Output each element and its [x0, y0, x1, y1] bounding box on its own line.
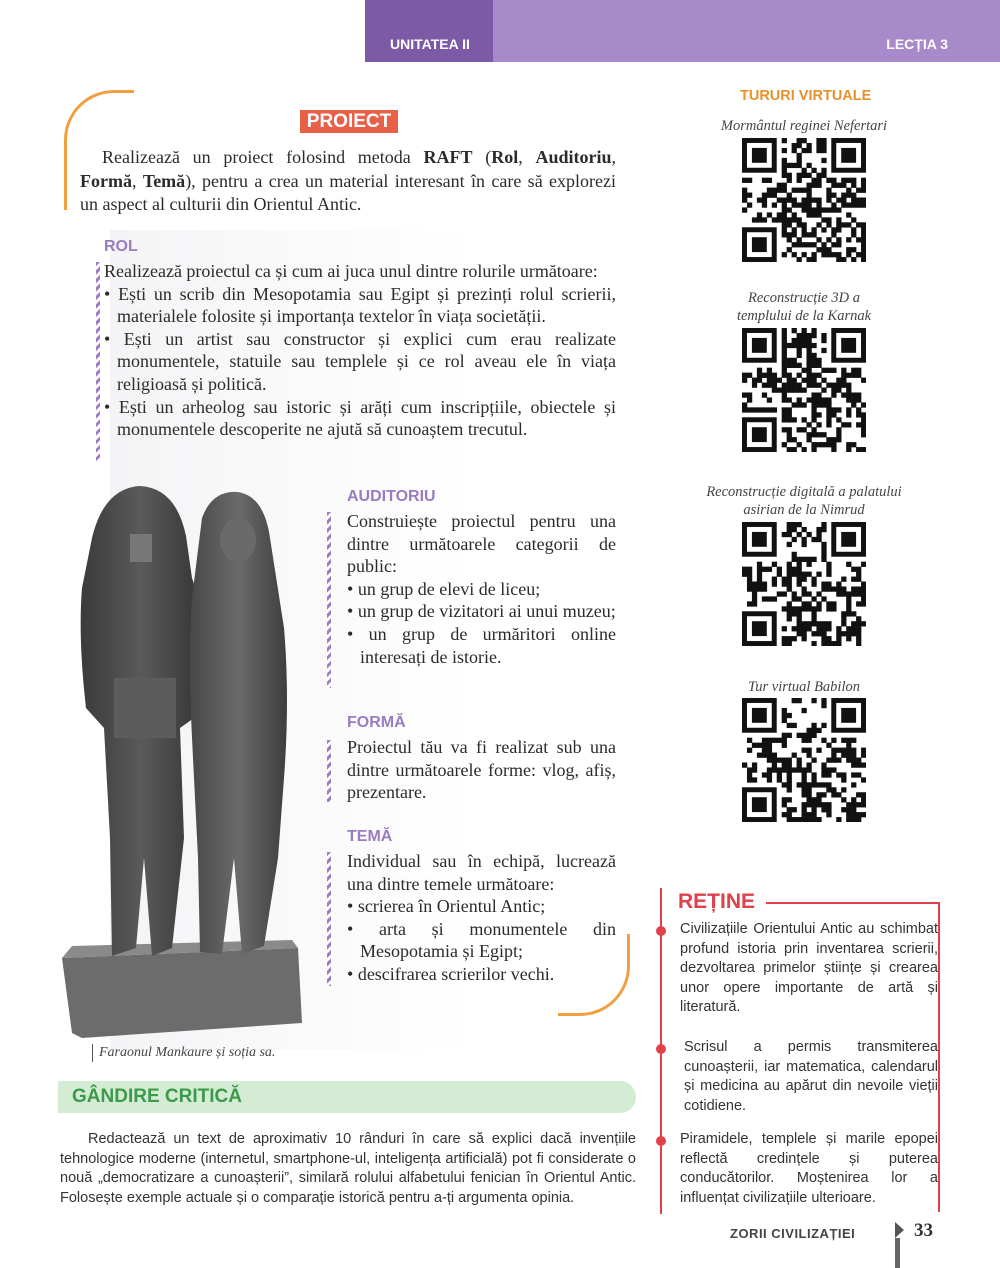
retine-title: REȚINE [678, 890, 756, 913]
virtual-tours-title: TURURI VIRTUALE [740, 88, 872, 104]
auditoriu-list [347, 578, 616, 668]
rol-item: • Ești un artist sau constructor și explici cum erau realizate monumentele, statuile sau templele și ce rol aveau ele în viața religioasă și politică. [104, 328, 616, 396]
auditoriu-bar [327, 512, 331, 688]
retine-item: Scrisul a permis transmiterea cunoașterii, iar matematica, calendarul și medicina au apărut din nevoile vieții cotidiene. [684, 1039, 938, 1114]
footer-bar [895, 1238, 900, 1268]
rol-list [104, 283, 616, 441]
chapter-arrow-icon [895, 1222, 904, 1238]
tema-intro: Individual sau în echipă, lucrează una dintre temele următoare: [347, 851, 616, 894]
tema-item: • arta și monumentele din Mesopotamia și Egipt; [347, 918, 616, 963]
lesson-label: LECȚIA 3 [493, 0, 1000, 62]
qr-code-karnak-icon[interactable] [742, 328, 866, 452]
qr-code-nefertari-icon[interactable] [742, 138, 866, 262]
rol-bar [96, 262, 100, 462]
retine-item: Civilizațiile Orientului Antic au schimbat profund istoria prin inventarea scrierii, dezvoltarea primelor științe și crearea unor opere importante de artă și literatură. [680, 921, 938, 1015]
unit-label: UNITATEA II [365, 0, 493, 62]
tema-bar [327, 852, 331, 986]
retine-bullet-icon [656, 926, 666, 936]
auditoriu-item: • un grup de urmăritori online interesați de istorie. [347, 623, 616, 668]
tour-caption-nefertari: Mormântul reginei Nefertari [720, 118, 888, 134]
qr-code-nimrud-icon[interactable] [742, 522, 866, 646]
tour-caption-babilon: Tur virtual Babilon [748, 679, 860, 695]
tema-item: • descifrarea scrierilor vechi. [347, 963, 616, 986]
tour-caption-nimrud: Reconstrucție digitală a palatului asirian de la Nimrud [706, 484, 902, 518]
forma-text: Proiectul tău va fi realizat sub una dintre următoarele forme: vlog, afiș, prezentare. [347, 737, 616, 803]
rol-title: ROL [104, 238, 138, 255]
auditoriu-title: AUDITORIU [347, 488, 436, 505]
retine-item: Piramidele, templele și marile epopei reflectă credințele și puterea conducătorilor. Moștenirea lor a influențat civilizațiile ulterioare. [680, 1131, 938, 1206]
qr-code-babilon-icon[interactable] [742, 698, 866, 822]
retine-bullet-icon [656, 1044, 666, 1054]
forma-bar [327, 740, 331, 802]
project-tag: PROIECT [300, 110, 398, 133]
forma-title: FORMĂ [347, 714, 406, 731]
tour-caption-karnak: Reconstrucție 3D a templului de la Karnak [736, 290, 872, 324]
statue-caption: Faraonul Mankaure și soția sa. [92, 1044, 275, 1062]
tema-item: • scrierea în Orientul Antic; [347, 895, 616, 918]
statue-image [52, 478, 308, 1040]
retine-line-right [938, 902, 940, 1212]
rol-item: • Ești un scrib din Mesopotamia sau Egipt și prezinți rolul scrierii, materialele folosite și importanța textelor în viața societății. [104, 283, 616, 328]
rol-item: • Ești un arheolog sau istoric și arăți cum inscripțiile, obiectele și monumentele descoperite ne ajută să cunoaștem trecutul. [104, 396, 616, 441]
project-intro: Realizează un proiect folosind metoda RAFT (Rol, Auditoriu, Formă, Temă), pentru a crea un material interesant în care să explorezi un aspect al culturii din Orientul Antic. [80, 147, 617, 214]
auditoriu-item: • un grup de vizitatori ai unui muzeu; [347, 600, 616, 623]
retine-bullet-icon [656, 1136, 666, 1146]
retine-line-top [766, 902, 938, 904]
auditoriu-item: • un grup de elevi de liceu; [347, 578, 616, 601]
auditoriu-text [347, 510, 616, 668]
rol-intro: Realizează proiectul ca și cum ai juca unul dintre rolurile următoare: [104, 261, 598, 281]
critical-thinking-title: GÂNDIRE CRITICĂ [72, 1086, 242, 1107]
page-number: 33 [914, 1220, 933, 1241]
tema-title: TEMĂ [347, 828, 393, 845]
rol-text [104, 260, 616, 441]
chapter-name: ZORII CIVILIZAȚIEI [730, 1226, 856, 1241]
critical-thinking-text: Redactează un text de aproximativ 10 rânduri în care să explici dacă invențiile tehnologice moderne (internetul, smartphone-ul, inteligența artificială) pot fi considerate o nouă „democratizare a cunoașterii”, similară rolului alfabetului fenician în Orientul Antic. Folosește exemple actuale și o comparație istorică pentru a-ți argumenta opinia. [60, 1131, 636, 1206]
auditoriu-intro: Construiește proiectul pentru una dintre următoarele categorii de public: [347, 511, 616, 577]
